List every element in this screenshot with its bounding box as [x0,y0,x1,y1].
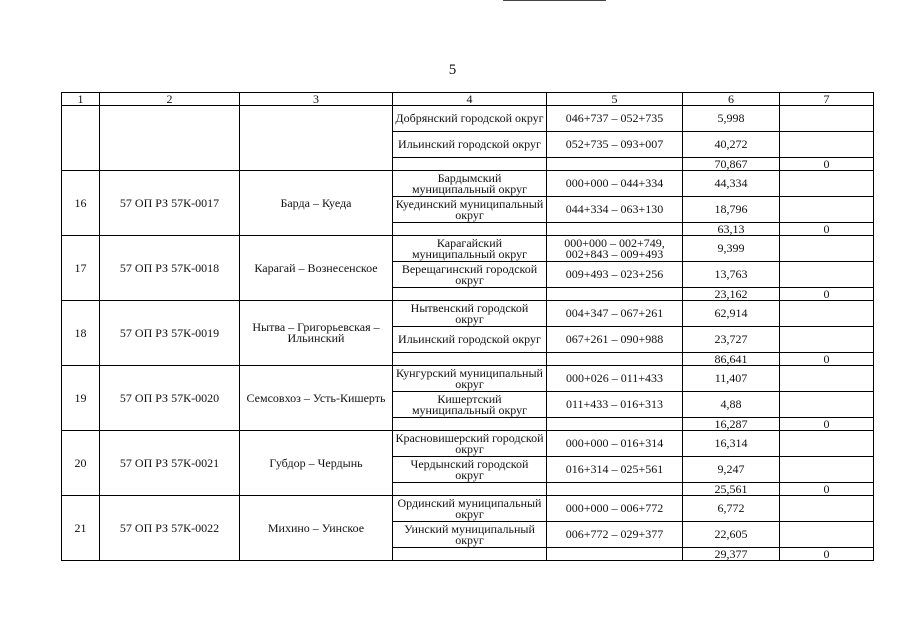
municipality: Карагайский муниципальный округ [393,236,547,262]
table-row [62,301,874,327]
km-range: 000+026 – 011+433 [547,366,683,392]
segment-length: 13,763 [683,262,780,288]
total-blank [547,548,683,561]
municipality: Красновишерский городской округ [393,431,547,457]
municipality: Чердынский городской округ [393,457,547,483]
col7-value: 0 [780,288,874,301]
header-row [62,93,874,106]
km-range: 016+314 – 025+561 [547,457,683,483]
road-name: Семсовхоз – Усть-Кишерть [240,366,393,431]
col7-cell [780,132,874,158]
municipality: Кишертский муниципальный округ [393,392,547,418]
segment-length: 18,796 [683,197,780,223]
table-row [62,366,874,392]
municipality: Бардымский муниципальный округ [393,171,547,197]
road-code: 57 ОП РЗ 57К-0018 [100,236,240,301]
road-name: Нытва – Григорьевская – Ильинский [240,301,393,366]
total-blank [547,223,683,236]
road-code [100,106,240,171]
total-blank [547,353,683,366]
segment-length: 62,914 [683,301,780,327]
road-number: 19 [62,366,100,431]
roads-table [61,92,874,561]
col-header: 1 [62,93,100,106]
road-name: Михино – Уинское [240,496,393,561]
road-name: Губдор – Чердынь [240,431,393,496]
road-number: 18 [62,301,100,366]
road-number: 16 [62,171,100,236]
top-rule [503,0,606,1]
road-number: 21 [62,496,100,561]
segment-length: 44,334 [683,171,780,197]
col-header: 5 [547,93,683,106]
col-header: 3 [240,93,393,106]
municipality: Ильинский городской округ [393,132,547,158]
col7-value: 0 [780,353,874,366]
municipality: Добрянский городской округ [393,106,547,132]
col7-cell [780,262,874,288]
total-length: 86,641 [683,353,780,366]
total-blank [547,288,683,301]
table-row [62,496,874,522]
segment-length: 11,407 [683,366,780,392]
segment-length: 6,772 [683,496,780,522]
total-length: 25,561 [683,483,780,496]
total-blank [547,158,683,171]
municipality: Ординский муниципальный округ [393,496,547,522]
km-range: 052+735 – 093+007 [547,132,683,158]
total-blank [393,548,547,561]
total-blank [547,418,683,431]
km-range: 000+000 – 016+314 [547,431,683,457]
total-blank [393,288,547,301]
col7-cell [780,366,874,392]
table-row [62,106,874,132]
road-name: Карагай – Вознесенское [240,236,393,301]
col7-cell [780,522,874,548]
segment-length: 23,727 [683,327,780,353]
col-header: 6 [683,93,780,106]
col7-cell [780,301,874,327]
municipality: Ильинский городской округ [393,327,547,353]
km-range: 009+493 – 023+256 [547,262,683,288]
col7-cell [780,431,874,457]
total-blank [393,158,547,171]
roads-body [62,171,874,561]
col7-value: 0 [780,548,874,561]
km-range: 067+261 – 090+988 [547,327,683,353]
segment-length: 5,998 [683,106,780,132]
col7-cell [780,392,874,418]
municipality: Нытвенский городской округ [393,301,547,327]
road-code: 57 ОП РЗ 57К-0021 [100,431,240,496]
col7-cell [780,496,874,522]
total-blank [393,483,547,496]
road-code: 57 ОП РЗ 57К-0019 [100,301,240,366]
segment-length: 16,314 [683,431,780,457]
table-row [62,171,874,197]
total-blank [393,223,547,236]
road-name: Барда – Куеда [240,171,393,236]
km-range: 000+000 – 006+772 [547,496,683,522]
col7-value: 0 [780,223,874,236]
segment-length: 4,88 [683,392,780,418]
segment-length: 22,605 [683,522,780,548]
segment-length: 40,272 [683,132,780,158]
km-range: 011+433 – 016+313 [547,392,683,418]
road-number: 17 [62,236,100,301]
table-row [62,236,874,262]
road-code: 57 ОП РЗ 57К-0022 [100,496,240,561]
km-range: 046+737 – 052+735 [547,106,683,132]
col7-cell [780,327,874,353]
total-blank [547,483,683,496]
col7-value: 0 [780,418,874,431]
km-range: 000+000 – 002+749, 002+843 – 009+493 [547,236,683,262]
total-length: 63,13 [683,223,780,236]
col7-cell [780,236,874,262]
road-number [62,106,100,171]
col-header: 4 [393,93,547,106]
table-row [62,431,874,457]
km-range: 004+347 – 067+261 [547,301,683,327]
road-code: 57 ОП РЗ 57К-0020 [100,366,240,431]
total-length: 70,867 [683,158,780,171]
col7-value: 0 [780,483,874,496]
segment-length: 9,399 [683,236,780,262]
municipality: Куединский муниципальный округ [393,197,547,223]
total-length: 16,287 [683,418,780,431]
municipality: Верещагинский городской округ [393,262,547,288]
total-length: 29,377 [683,548,780,561]
km-range: 044+334 – 063+130 [547,197,683,223]
total-blank [393,418,547,431]
total-length: 23,162 [683,288,780,301]
road-name [240,106,393,171]
col-header: 7 [780,93,874,106]
municipality: Кунгурский муниципальный округ [393,366,547,392]
km-range: 000+000 – 044+334 [547,171,683,197]
total-blank [393,353,547,366]
col-header: 2 [100,93,240,106]
col7-cell [780,197,874,223]
col7-value: 0 [780,158,874,171]
km-range: 006+772 – 029+377 [547,522,683,548]
road-number: 20 [62,431,100,496]
municipality: Уинский муниципальный округ [393,522,547,548]
col7-cell [780,171,874,197]
page-number: 5 [448,62,457,78]
col7-cell [780,106,874,132]
segment-length: 9,247 [683,457,780,483]
col7-cell [780,457,874,483]
road-code: 57 ОП РЗ 57К-0017 [100,171,240,236]
